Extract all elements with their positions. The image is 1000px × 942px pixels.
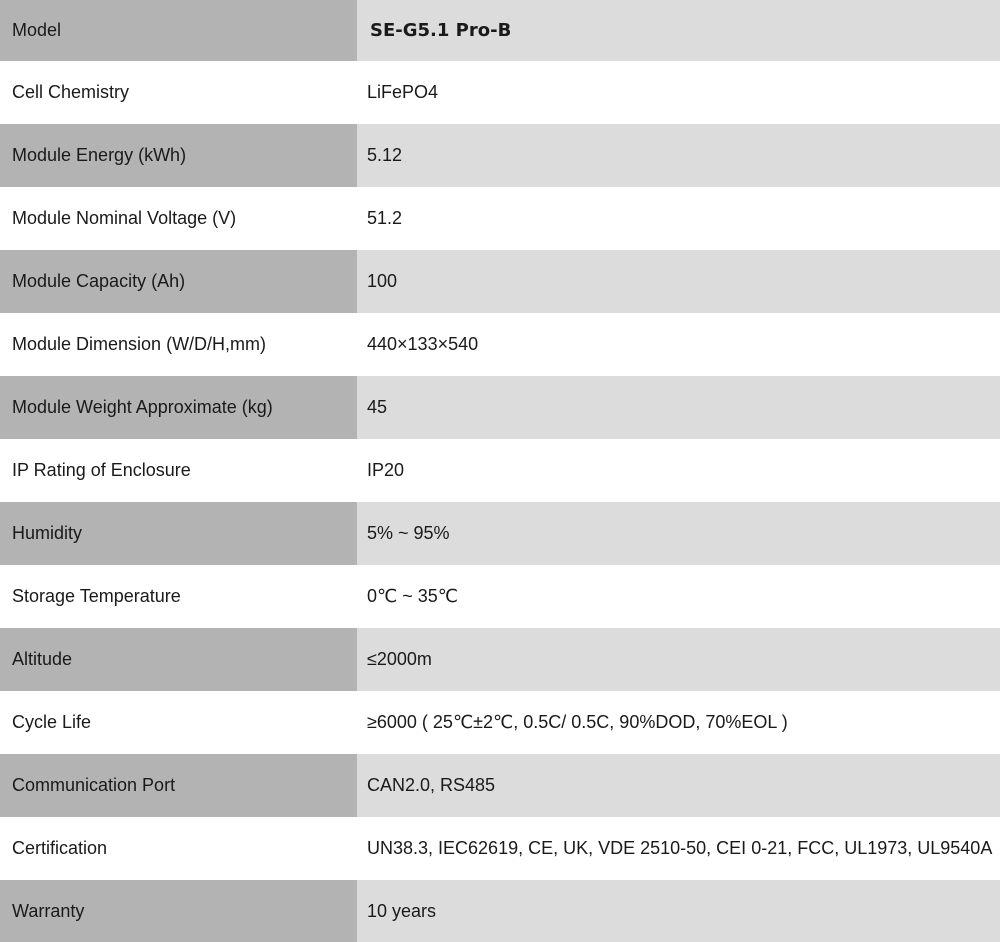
row-value: 5% ~ 95% bbox=[357, 502, 1000, 565]
row-label: Module Capacity (Ah) bbox=[0, 250, 357, 313]
table-row-module-weight bbox=[0, 376, 1000, 439]
row-label: Model bbox=[0, 0, 357, 61]
row-value: 51.2 bbox=[357, 187, 1000, 250]
row-label: Storage Temperature bbox=[0, 565, 357, 628]
table-row-module-dimension bbox=[0, 313, 1000, 376]
table-row-model bbox=[0, 0, 1000, 61]
row-value: UN38.3, IEC62619, CE, UK, VDE 2510-50, CEI 0-21, FCC, UL1973, UL9540A bbox=[357, 817, 1000, 880]
row-value: ≤2000m bbox=[357, 628, 1000, 691]
row-label: Module Energy (kWh) bbox=[0, 124, 357, 187]
row-value: SE-G5.1 Pro-B bbox=[357, 0, 1000, 61]
row-label: Certification bbox=[0, 817, 357, 880]
row-value: 100 bbox=[357, 250, 1000, 313]
table-row-humidity bbox=[0, 502, 1000, 565]
table-row-cell-chemistry bbox=[0, 61, 1000, 124]
row-value: 45 bbox=[357, 376, 1000, 439]
row-label: Altitude bbox=[0, 628, 357, 691]
table-row-storage-temperature bbox=[0, 565, 1000, 628]
table-row-warranty bbox=[0, 880, 1000, 942]
row-value: CAN2.0, RS485 bbox=[357, 754, 1000, 817]
table-row-nominal-voltage bbox=[0, 187, 1000, 250]
row-value: IP20 bbox=[357, 439, 1000, 502]
table-row-cycle-life bbox=[0, 691, 1000, 754]
table-row-communication-port bbox=[0, 754, 1000, 817]
table-row-ip-rating bbox=[0, 439, 1000, 502]
row-value: 5.12 bbox=[357, 124, 1000, 187]
row-value: 440×133×540 bbox=[357, 313, 1000, 376]
row-value: ≥6000 ( 25℃±2℃, 0.5C/ 0.5C, 90%DOD, 70%EOL ) bbox=[357, 691, 1000, 754]
row-label: Communication Port bbox=[0, 754, 357, 817]
table-row-certification bbox=[0, 817, 1000, 880]
table-row-altitude bbox=[0, 628, 1000, 691]
row-label: Cell Chemistry bbox=[0, 61, 357, 124]
row-label: Module Nominal Voltage (V) bbox=[0, 187, 357, 250]
table-row-module-energy bbox=[0, 124, 1000, 187]
row-label: Humidity bbox=[0, 502, 357, 565]
row-label: Warranty bbox=[0, 880, 357, 942]
row-label: IP Rating of Enclosure bbox=[0, 439, 357, 502]
row-label: Cycle Life bbox=[0, 691, 357, 754]
row-value: LiFePO4 bbox=[357, 61, 1000, 124]
row-value: 10 years bbox=[357, 880, 1000, 942]
row-label: Module Dimension (W/D/H,mm) bbox=[0, 313, 357, 376]
row-label: Module Weight Approximate (kg) bbox=[0, 376, 357, 439]
row-value: 0℃ ~ 35℃ bbox=[357, 565, 1000, 628]
table-row-module-capacity bbox=[0, 250, 1000, 313]
